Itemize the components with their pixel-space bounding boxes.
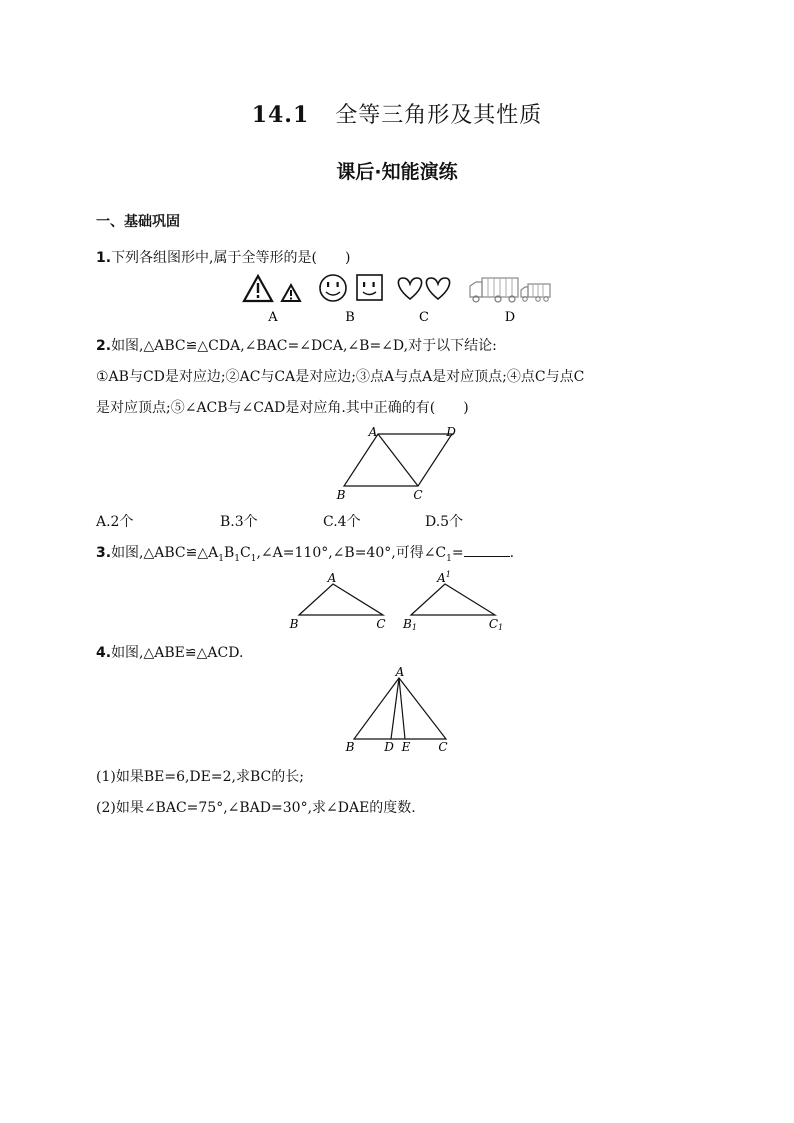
- point-label-a: A: [368, 425, 378, 439]
- point-label-c1: C1: [488, 617, 504, 632]
- question-4-part-2: (2)如果∠BAC=75°,∠BAD=30°,求∠DAE的度数.: [96, 800, 416, 816]
- question-4: [96, 642, 243, 662]
- answer-option-d: D.5个: [425, 514, 464, 530]
- subscript: 1: [218, 553, 224, 564]
- question-3-number: 3.: [96, 545, 112, 561]
- question-3-text-a: 如图,△ABC≌△A: [111, 545, 219, 561]
- question-4-part-1: (1)如果BE=6,DE=2,求BC的长;: [96, 769, 304, 785]
- question-1-text: 下列各组图形中,属于全等形的是( ): [111, 250, 351, 266]
- point-label-d: D: [384, 740, 394, 754]
- question-1-number: 1.: [96, 250, 112, 266]
- question-4-text: 如图,△ABE≌△ACD.: [111, 645, 244, 661]
- section-heading: 一、基础巩固: [96, 214, 180, 230]
- question-1: [96, 247, 350, 267]
- page-title: [0, 98, 794, 129]
- question-2-line-3: 是对应顶点;⑤∠ACB与∠CAD是对应角.其中正确的有( ): [96, 400, 469, 416]
- subscript: 1: [250, 553, 257, 564]
- point-label-b: B: [345, 740, 355, 754]
- point-label-a: A: [395, 665, 405, 679]
- question-2-parallelogram-figure: [330, 422, 470, 504]
- point-label-c: C: [413, 488, 423, 502]
- smiley-face-icon: [320, 275, 382, 301]
- option-label-c: C: [419, 310, 429, 325]
- answer-blank[interactable]: [464, 544, 510, 557]
- point-label-c: C: [376, 617, 386, 631]
- question-1-figures: [236, 270, 556, 326]
- question-3-triangles-figure: [283, 568, 515, 634]
- question-3-text-f: .: [509, 545, 515, 561]
- warning-triangle-icon: [244, 276, 300, 301]
- question-3-text-c: C: [240, 545, 251, 561]
- point-label-e: E: [401, 740, 411, 754]
- question-2-number: 2.: [96, 338, 112, 354]
- question-2-line-1: [96, 335, 497, 355]
- section-number: 14.1: [251, 102, 310, 128]
- point-label-b: B: [289, 617, 299, 631]
- title-text: 全等三角形及其性质: [335, 103, 543, 128]
- heart-icon: [398, 278, 449, 299]
- option-label-d: D: [504, 310, 516, 325]
- question-2-text: 如图,△ABC≌△CDA,∠BAC=∠DCA,∠B=∠D,对于以下结论:: [111, 338, 497, 354]
- question-3-text-b: B: [224, 545, 235, 561]
- question-4-number: 4.: [96, 645, 112, 661]
- answer-option-c: C.4个: [323, 514, 361, 530]
- truck-icon: [470, 278, 550, 302]
- option-label-b: B: [345, 310, 355, 325]
- question-3-text-e: =: [451, 545, 464, 561]
- question-4-triangle-figure: [338, 664, 462, 756]
- question-2-line-2: ①AB与CD是对应边;②AC与CA是对应边;③点A与点A是对应顶点;④点C与点C: [96, 369, 585, 385]
- point-label-b: B: [336, 488, 346, 502]
- point-label-a1: $A^1$: [437, 570, 451, 585]
- answer-option-b: B.3个: [220, 514, 258, 530]
- point-label-a: A: [327, 571, 337, 585]
- page-subtitle: 课后·知能演练: [336, 161, 458, 183]
- option-label-a: A: [268, 310, 278, 325]
- question-3: [96, 542, 514, 564]
- subscript: 1: [234, 553, 241, 564]
- point-label-b1: B1: [403, 617, 417, 632]
- point-label-d: D: [446, 425, 456, 439]
- answer-option-a: A.2个: [96, 514, 134, 530]
- subscript: 1: [446, 553, 452, 564]
- point-label-c: C: [438, 740, 448, 754]
- question-3-text-d: ,∠A=110°,∠B=40°,可得∠C: [256, 545, 447, 561]
